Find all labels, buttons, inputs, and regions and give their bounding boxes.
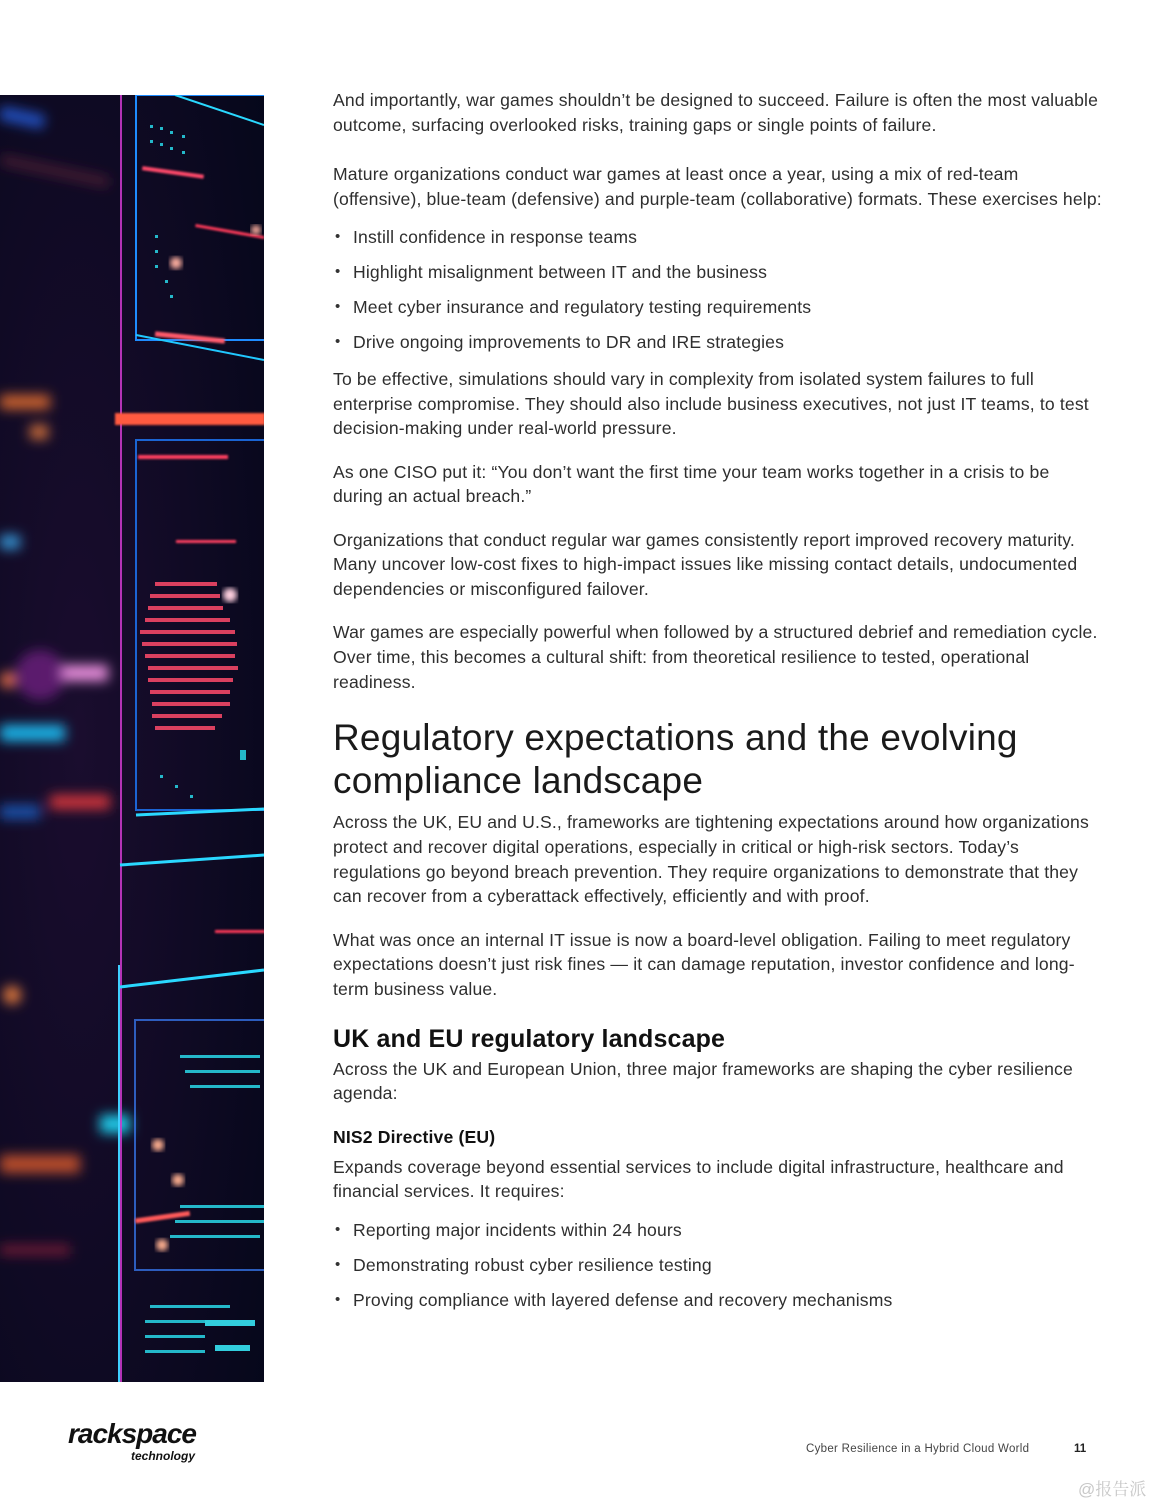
- list-item: • Demonstrating robust cyber resilience testing: [333, 1253, 1103, 1278]
- list-item: • Reporting major incidents within 24 hours: [333, 1218, 1103, 1243]
- neon-server-illustration: [0, 95, 264, 1382]
- paragraph: Across the UK, EU and U.S., frameworks are tightening expectations around how organizations protect and recover digital operations, especially in critical or high-risk sectors. Today’s regulations go beyond breach prevention. They require organizations to demonstrate that they can recover from a cyberattack effectively, efficiently and with proof.: [333, 812, 1089, 907]
- article-body: [333, 88, 1103, 1325]
- paragraph: Mature organizations conduct war games at least once a year, using a mix of red-team (offensive), blue-team (defensive) and purple-team (collaborative) formats. These exercises help:: [333, 163, 1102, 209]
- ciso-quote: As one CISO put it: “You don’t want the first time your team works together in a crisis to be during an actual breach.”: [333, 461, 1050, 507]
- list-item: • Proving compliance with layered defense and recovery mechanisms: [333, 1288, 1103, 1313]
- framework-requirements-list: [333, 1218, 1103, 1313]
- paragraph: War games are especially powerful when followed by a structured debrief and remediation cycle. Over time, this becomes a cultural shift: from theoretical resilience to tested, operational readiness.: [333, 622, 1098, 692]
- list-item: • Drive ongoing improvements to DR and IRE strategies: [333, 330, 1103, 355]
- framework-title: NIS2 Directive (EU): [333, 1126, 496, 1147]
- section-heading: Regulatory expectations and the evolving compliance landscape: [333, 717, 1018, 802]
- paragraph: To be effective, simulations should vary in complexity from isolated system failures to full enterprise compromise. They should also include business executives, not just IT teams, to test decision-making under real-world pressure.: [333, 369, 1089, 439]
- hero-image: [0, 95, 264, 1382]
- logo-wordmark: rackspace: [68, 1418, 197, 1449]
- paragraph: And importantly, war games shouldn’t be designed to succeed. Failure is often the most valuable outcome, surfacing overlooked risks, training gaps or single points of failure.: [333, 90, 1099, 135]
- logo-tagline: technology: [131, 1449, 196, 1463]
- list-item: • Instill confidence in response teams: [333, 225, 1103, 250]
- subsection-heading: UK and EU regulatory landscape: [333, 1024, 726, 1053]
- watermark: @报告派: [1078, 1480, 1147, 1499]
- rackspace-logo: [68, 1418, 218, 1468]
- paragraph: What was once an internal IT issue is now a board-level obligation. Failing to meet regulatory expectations doesn’t just risk fines — it can damage reputation, investor confidence and long-term business value.: [333, 929, 1075, 999]
- paragraph: Organizations that conduct regular war games consistently report improved recovery maturity. Many uncover low-cost fixes to high-impact issues like missing contact details, undocumented dependencies or misconfigured failover.: [333, 529, 1078, 599]
- footer-document-title: Cyber Resilience in a Hybrid Cloud World: [806, 1443, 1030, 1455]
- list-item: • Highlight misalignment between IT and the business: [333, 260, 1103, 285]
- framework-description: Expands coverage beyond essential services to include digital infrastructure, healthcare and financial services. It requires:: [333, 1156, 1064, 1202]
- page-number: 11: [1074, 1443, 1087, 1455]
- paragraph: Across the UK and European Union, three major frameworks are shaping the cyber resilience agenda:: [333, 1058, 1073, 1104]
- exercise-benefits-list: [333, 225, 1103, 355]
- list-item: • Meet cyber insurance and regulatory testing requirements: [333, 295, 1103, 320]
